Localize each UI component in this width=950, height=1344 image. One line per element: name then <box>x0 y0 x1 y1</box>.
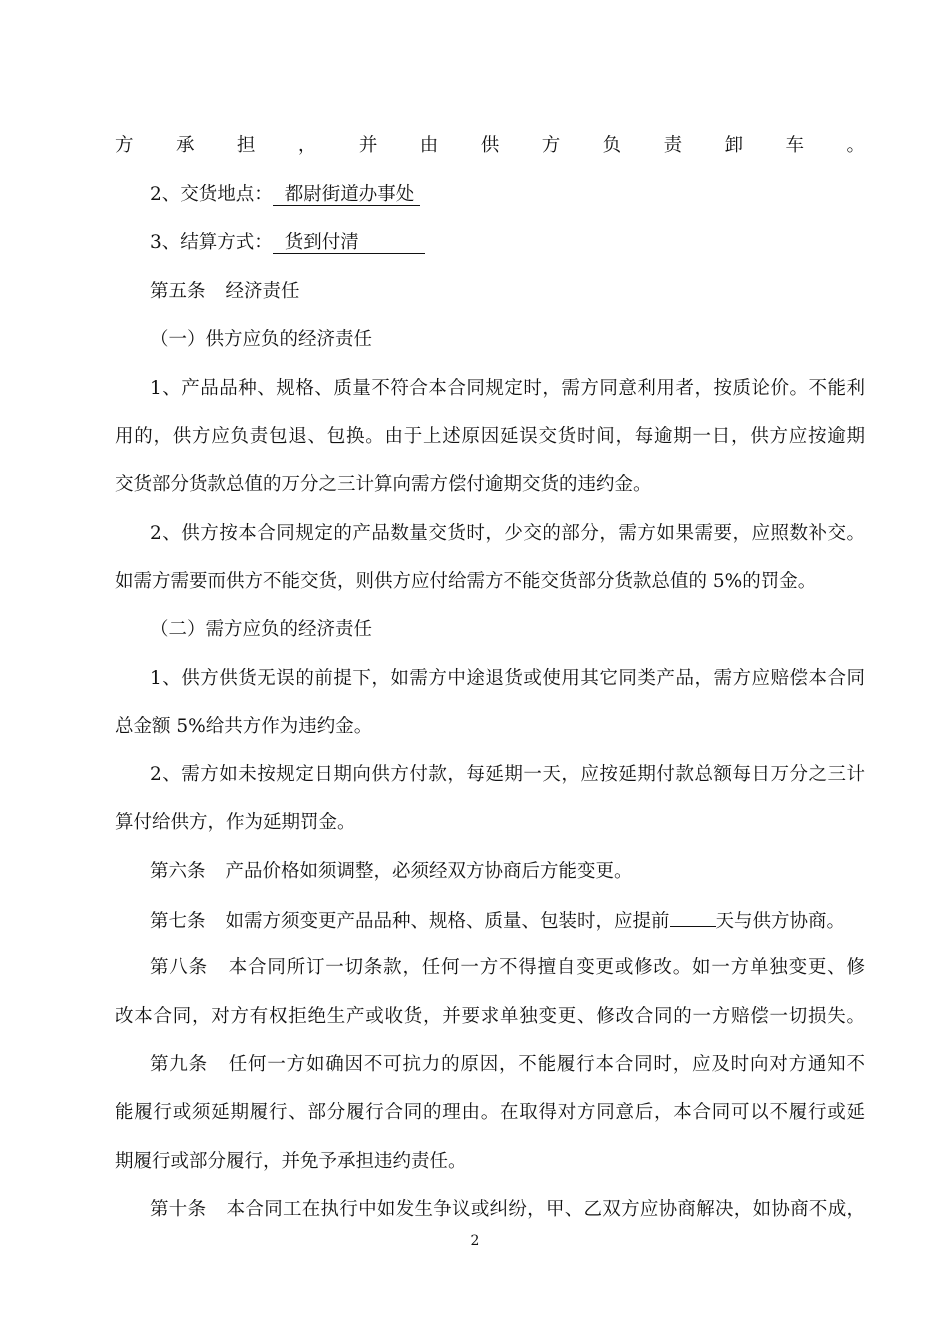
article-text: 本合同工在执行中如发生争议或纠纷，甲、乙双方应协商解决，如协商不成， <box>226 1199 865 1220</box>
text-line <box>115 1005 865 1029</box>
settlement-method-line <box>150 231 865 255</box>
article-number: 第五条 <box>150 281 206 302</box>
text-line <box>150 522 865 546</box>
article-text: 如需方须变更产品品种、规格、质量、包装时，应提前 <box>225 911 670 932</box>
text-span: 2、需方如未按规定日期向供方付款，每延期一天，应按延期付款总额每日万分之三计 <box>150 764 865 785</box>
delivery-location-label: 2、交货地点： <box>150 184 273 205</box>
article-5-heading <box>150 280 865 304</box>
text-span: 总金额 5%给共方作为违约金。 <box>115 716 373 737</box>
text-span: 用的，供方应负责包退、包换。由于上述原因延误交货时间，每逾期一日，供方应按逾期 <box>115 426 865 447</box>
section-title: （二）需方应负的经济责任 <box>150 619 373 640</box>
article-number: 第八条 <box>150 957 208 978</box>
text-line <box>150 667 865 691</box>
article-6-line <box>150 860 865 884</box>
days-blank <box>670 908 716 927</box>
section-1-heading <box>150 328 865 352</box>
article-number: 第七条 <box>150 911 206 932</box>
article-number: 第九条 <box>150 1054 208 1075</box>
text-span: 2、供方按本合同规定的产品数量交货时，少交的部分，需方如果需要，应照数补交。 <box>150 523 865 544</box>
text-span: 方承担，并由供方负责卸车。 <box>115 135 865 156</box>
page-number: 2 <box>470 1233 480 1249</box>
article-10-line <box>150 1198 865 1222</box>
article-9-line <box>150 1053 865 1077</box>
article-text: 本合同所订一切条款，任何一方不得擅自变更或修改。如一方单独变更、修 <box>227 957 865 978</box>
text-line <box>115 570 865 594</box>
article-8-line <box>150 956 865 980</box>
article-number: 第十条 <box>150 1199 207 1220</box>
text-span: 1、供方供货无误的前提下，如需方中途退货或使用其它同类产品，需方应赔偿本合同 <box>150 668 865 689</box>
text-line <box>115 425 865 449</box>
article-text: 任何一方如确因不可抗力的原因，不能履行本合同时，应及时向对方通知不 <box>227 1054 865 1075</box>
text-line <box>115 473 865 497</box>
text-line <box>115 1101 865 1125</box>
text-span: 交货部分货款总值的万分之三计算向需方偿付逾期交货的违约金。 <box>115 474 652 495</box>
article-text: 产品价格如须调整，必须经双方协商后方能变更。 <box>225 861 633 882</box>
section-title: （一）供方应负的经济责任 <box>150 329 373 350</box>
text-span: 改本合同，对方有权拒绝生产或收货，并要求单独变更、修改合同的一方赔偿一切损失。 <box>115 1006 865 1027</box>
text-span: 1、产品品种、规格、质量不符合本合同规定时，需方同意利用者，按质论价。不能利 <box>150 378 865 399</box>
article-text: 天与供方协商。 <box>715 911 846 932</box>
text-line <box>150 763 865 787</box>
text-span: 能履行或须延期履行、部分履行合同的理由。在取得对方同意后，本合同可以不履行或延 <box>115 1102 865 1123</box>
settlement-method-value: 货到付清 <box>273 233 425 254</box>
text-span: 算付给供方，作为延期罚金。 <box>115 812 356 833</box>
text-span: 如需方需要而供方不能交货，则供方应付给需方不能交货部分货款总值的 5%的罚金。 <box>115 571 817 592</box>
article-number: 第六条 <box>150 861 206 882</box>
text-line <box>115 811 865 835</box>
article-title: 经济责任 <box>225 281 300 302</box>
settlement-method-label: 3、结算方式： <box>150 232 273 253</box>
text-line <box>150 377 865 401</box>
article-7-line <box>150 908 865 934</box>
text-span: 期履行或部分履行，并免予承担违约责任。 <box>115 1151 467 1172</box>
delivery-location-value: 都尉街道办事处 <box>273 185 421 206</box>
text-line <box>115 1150 865 1174</box>
text-line <box>115 715 865 739</box>
section-2-heading <box>150 618 865 642</box>
delivery-location-line <box>150 183 865 207</box>
text-line <box>115 134 865 158</box>
